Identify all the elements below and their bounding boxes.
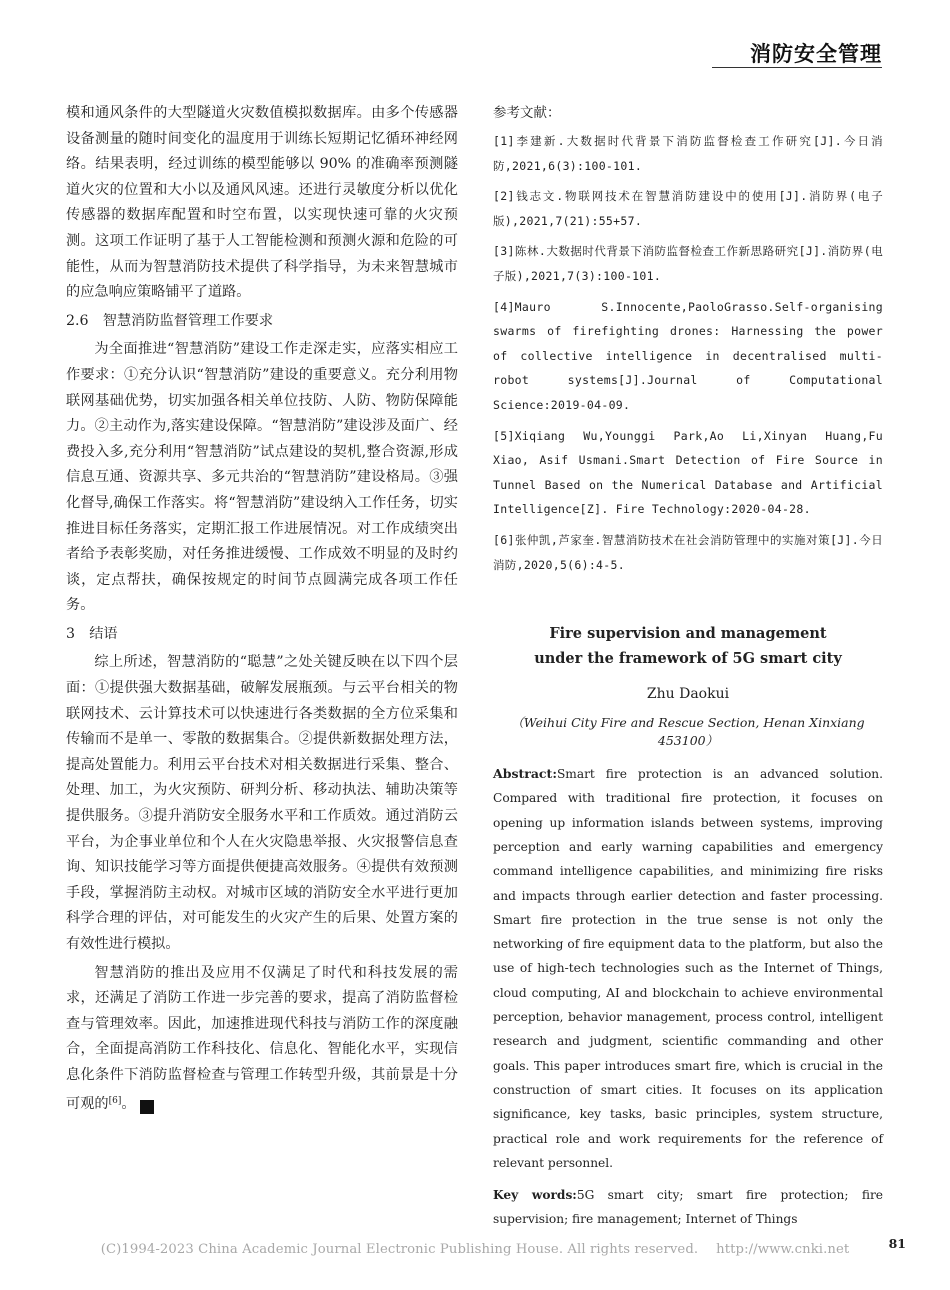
- header-rule: [712, 67, 882, 68]
- left-column: [66, 101, 458, 1117]
- references-heading: 参考文献：: [493, 105, 561, 121]
- keywords-text: 5G smart city; smart fire protection; fire supervision; fire management; Internet of Things: [493, 1188, 883, 1227]
- right-column: [493, 101, 883, 1232]
- keywords-label: Key words:: [493, 1188, 577, 1203]
- article-end-icon: E: [140, 1100, 154, 1114]
- abstract-text: Smart fire protection is an advanced solution. Compared with traditional fire protection, it focuses on opening up information islands between systems, improving perception and early warning capabilities and emergency command intelligence capabilities, and minimizing fire risks and impacts through earlier detection and faster processing. Smart fire protection in the true sense is not only the networking of fire equipment data to the platform, but also the use of high-tech technologies such as the Internet of Things, cloud computing, AI and blockchain to achieve environmental perception, behavior management, process control, intelligent research and judgment, scientific commanding and other goals. This paper introduces smart fire, which is crucial in the construction of smart cities. It focuses on its application significance, key tasks, basic principles, system structure, practical role and work requirements for the reference of relevant personnel.: [493, 767, 883, 1170]
- citation-mark: [6]: [108, 1095, 122, 1106]
- english-title: [493, 621, 883, 671]
- reference-item: [5]Xiqiang Wu,Younggi Park,Ao Li,Xinyan Huang,Fu Xiao, Asif Usmani.Smart Detection of Fire Source in Tunnel Based on the Numerical Database and Artificial Intelligence[Z]. Fire Technology:2020-04-28.: [493, 428, 883, 517]
- copyright-footer: [0, 1242, 950, 1257]
- reference-item: [6]张仲凯,芦家奎.智慧消防技术在社会消防管理中的实施对策[J].今日消防,2020,5(6):4-5.: [493, 532, 883, 572]
- copyright-text: (C)1994-2023 China Academic Journal Electronic Publishing House. All rights reserved.: [100, 1242, 699, 1257]
- conclusion-paragraph-2: [66, 961, 458, 1118]
- abstract-label: Abstract:: [493, 766, 557, 782]
- author-affiliation: （Weihui City Fire and Rescue Section, Henan Xinxiang 453100）: [511, 715, 865, 749]
- reference-item: [2]钱志文.物联网技术在智慧消防建设中的使用[J].消防界(电子版),2021,7(21):55+57.: [493, 189, 883, 228]
- english-abstract: [493, 762, 883, 1175]
- page-number: 81: [888, 1236, 906, 1251]
- conclusion-text: 智慧消防的推出及应用不仅满足了时代和科技发展的需求，还满足了消防工作进一步完善的要求，提高了消防监督检查与管理效率。因此，加速推进现代科技与消防工作的深度融合，全面提高消防工作科技化、信息化、智能化水平，实现信息化条件下消防监督检查与管理工作转型升级，其前景是十分可观的: [66, 964, 458, 1112]
- keywords: [493, 1183, 883, 1232]
- english-title-line-1: Fire supervision and management: [549, 625, 827, 643]
- sentence-end: 。: [121, 1095, 136, 1112]
- paragraph-2-6: 为全面推进“智慧消防”建设工作走深走实，应落实相应工作要求：①充分认识“智慧消防”建设的重要意义。充分利用物联网基础优势，切实加强各相关单位技防、人防、物防保障能力。②主动作为,落实建设保障。“智慧消防”建设涉及面广、经费投入多,充分利用“智慧消防”试点建设的契机,整合资源,形成信息互通、资源共享、多元共治的“智慧消防”建设格局。③强化督导,确保工作落实。将“智慧消防”建设纳入工作任务，切实推进目标任务落实，定期汇报工作进展情况。对工作成绩突出者给予表彰奖励，对任务推进缓慢、工作成效不明显的及时约谈，定点帮扶，确保按规定的时间节点圆满完成各项工作任务。: [66, 341, 458, 614]
- reference-item: [4]Mauro S.Innocente,PaoloGrasso.Self-organising swarms of firefighting drones: Harnessing the power of collective intelligence in decentralised multi-robot systems[J].Journal of Computational Science:2019-04-09.: [493, 299, 883, 412]
- intro-paragraph: 模和通风条件的大型隧道火灾数值模拟数据库。由多个传感器设备测量的随时间变化的温度用于训练长短期记忆循环神经网络。结果表明，经过训练的模型能够以 90% 的准确率预测隧道火灾的位置和大小以及通风风速。还进行灵敏度分析以优化传感器的数据库配置和时空布置，以实现快速可靠的火灾预测。这项工作证明了基于人工智能检测和预测火源和危险的可能性，从而为智慧消防技术提供了科学指导，为未来智慧城市的应急响应策略铺平了道路。: [66, 105, 458, 301]
- reference-item: [1]李建新.大数据时代背景下消防监督检查工作研究[J].今日消防,2021,6(3):100-101.: [493, 134, 883, 173]
- cnki-link[interactable]: http://www.cnki.net: [716, 1242, 850, 1257]
- section-title: 消防安全管理: [750, 42, 882, 66]
- author-name: Zhu Daokui: [646, 686, 730, 703]
- heading-2-6: 2.6 智慧消防监督管理工作要求: [66, 312, 274, 329]
- reference-item: [3]陈林.大数据时代背景下消防监督检查工作新思路研究[J].消防界(电子版),2021,7(3):100-101.: [493, 244, 883, 283]
- heading-3: 3 结语: [66, 625, 118, 642]
- english-title-line-2: under the framework of 5G smart city: [534, 650, 842, 668]
- conclusion-paragraph-1: 综上所述，智慧消防的“聪慧”之处关键反映在以下四个层面：①提供强大数据基础，破解发展瓶颈。与云平台相关的物联网技术、云计算技术可以快速进行各类数据的全方位采集和传输而不是单一、零散的数据集合。②提供新数据处理方法，提高处置能力。利用云平台技术对相关数据进行采集、整合、处理、加工，为火灾预防、研判分析、移动执法、辅助决策等提供服务。③提升消防安全服务水平和工作质效。通过消防云平台，为企事业单位和个人在火灾隐患举报、火灾报警信息查询、知识技能学习等方面提供便捷高效服务。④提供有效预测手段，掌握消防主动权。对城市区域的消防安全水平进行更加科学合理的评估，对可能发生的火灾产生的后果、处置方案的有效性进行模拟。: [66, 654, 458, 952]
